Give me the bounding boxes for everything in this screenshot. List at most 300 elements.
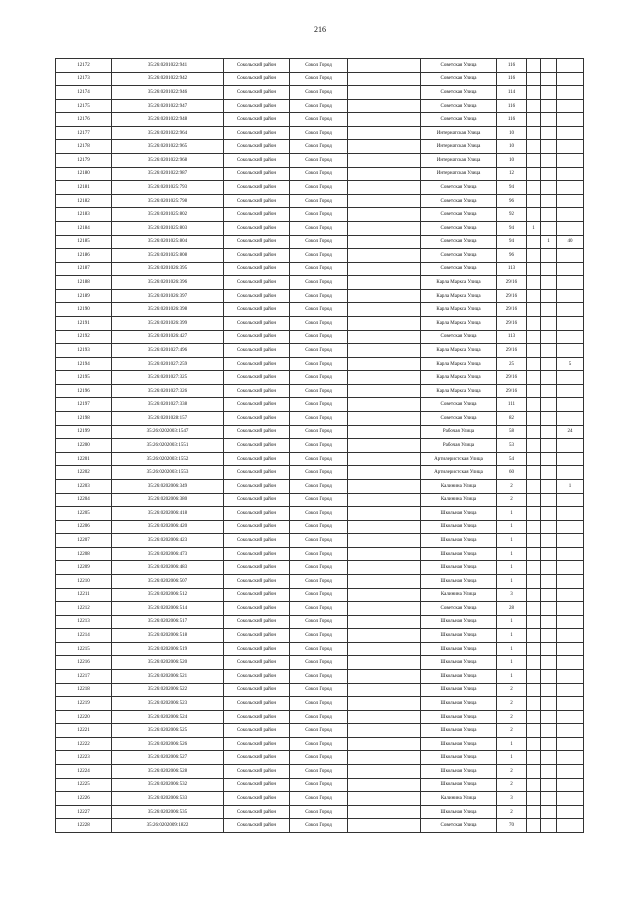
structure-cell bbox=[541, 805, 557, 819]
house-number-cell: 1 bbox=[497, 670, 527, 684]
house-number-cell: 96 bbox=[497, 194, 527, 208]
structure-cell: 1 bbox=[541, 235, 557, 249]
district-cell: Сокольский район bbox=[224, 710, 290, 724]
city-cell: Сокол Город bbox=[290, 262, 348, 276]
street-cell: Школьная Улица bbox=[421, 561, 497, 575]
cadastral-number-cell: 35:26:0201027:325 bbox=[112, 371, 224, 385]
apartment-cell bbox=[557, 819, 584, 833]
district-cell: Сокольский район bbox=[224, 276, 290, 290]
locality-cell bbox=[348, 466, 421, 480]
row-number-cell: 12197 bbox=[56, 398, 112, 412]
house-number-cell: 70 bbox=[497, 819, 527, 833]
table-row bbox=[56, 765, 584, 779]
house-number-cell: 29/16 bbox=[497, 276, 527, 290]
building-cell bbox=[527, 167, 541, 181]
locality-cell bbox=[348, 398, 421, 412]
city-cell: Сокол Город bbox=[290, 371, 348, 385]
row-number-cell: 12214 bbox=[56, 629, 112, 643]
district-cell: Сокольский район bbox=[224, 384, 290, 398]
cadastral-number-cell: 35:26:0201022:942 bbox=[112, 72, 224, 86]
cadastral-number-cell: 35:26:0201025:798 bbox=[112, 194, 224, 208]
street-cell: Школьная Улица bbox=[421, 520, 497, 534]
house-number-cell: 2 bbox=[497, 765, 527, 779]
building-cell bbox=[527, 737, 541, 751]
city-cell: Сокол Город bbox=[290, 344, 348, 358]
building-cell bbox=[527, 493, 541, 507]
cadastral-number-cell: 35:26:0201022:948 bbox=[112, 113, 224, 127]
building-cell bbox=[527, 765, 541, 779]
table-row bbox=[56, 466, 584, 480]
district-cell: Сокольский район bbox=[224, 316, 290, 330]
house-number-cell: 96 bbox=[497, 249, 527, 263]
row-number-cell: 12190 bbox=[56, 303, 112, 317]
street-cell: Карла Маркса Улица bbox=[421, 276, 497, 290]
cadastral-number-cell: 35:26:0202006:525 bbox=[112, 724, 224, 738]
city-cell: Сокол Город bbox=[290, 167, 348, 181]
table-row bbox=[56, 221, 584, 235]
building-cell bbox=[527, 452, 541, 466]
apartment-cell bbox=[557, 221, 584, 235]
house-number-cell: 2 bbox=[497, 493, 527, 507]
cadastral-number-cell: 35:26:0201027:338 bbox=[112, 398, 224, 412]
apartment-cell bbox=[557, 588, 584, 602]
row-number-cell: 12221 bbox=[56, 724, 112, 738]
city-cell: Сокол Город bbox=[290, 303, 348, 317]
cadastral-number-cell: 35:26:0201027:496 bbox=[112, 344, 224, 358]
district-cell: Сокольский район bbox=[224, 59, 290, 73]
cadastral-number-cell: 35:26:0202006:522 bbox=[112, 683, 224, 697]
house-number-cell: 116 bbox=[497, 99, 527, 113]
apartment-cell bbox=[557, 167, 584, 181]
apartment-cell bbox=[557, 86, 584, 100]
building-cell bbox=[527, 276, 541, 290]
house-number-cell: 1 bbox=[497, 534, 527, 548]
district-cell: Сокольский район bbox=[224, 588, 290, 602]
building-cell bbox=[527, 751, 541, 765]
district-cell: Сокольский район bbox=[224, 520, 290, 534]
house-number-cell: 92 bbox=[497, 208, 527, 222]
street-cell: Интернатская Улица bbox=[421, 140, 497, 154]
row-number-cell: 12202 bbox=[56, 466, 112, 480]
district-cell: Сокольский район bbox=[224, 86, 290, 100]
row-number-cell: 12208 bbox=[56, 547, 112, 561]
apartment-cell bbox=[557, 561, 584, 575]
apartment-cell bbox=[557, 316, 584, 330]
house-number-cell: 29/16 bbox=[497, 371, 527, 385]
apartment-cell: 5 bbox=[557, 357, 584, 371]
apartment-cell bbox=[557, 724, 584, 738]
row-number-cell: 12224 bbox=[56, 765, 112, 779]
locality-cell bbox=[348, 574, 421, 588]
row-number-cell: 12223 bbox=[56, 751, 112, 765]
locality-cell bbox=[348, 357, 421, 371]
house-number-cell: 2 bbox=[497, 710, 527, 724]
table-row bbox=[56, 113, 584, 127]
street-cell: Школьная Улица bbox=[421, 574, 497, 588]
apartment-cell bbox=[557, 262, 584, 276]
locality-cell bbox=[348, 697, 421, 711]
cadastral-number-cell: 35:26:0202006:380 bbox=[112, 493, 224, 507]
house-number-cell: 10 bbox=[497, 126, 527, 140]
structure-cell bbox=[541, 316, 557, 330]
street-cell: Карла Маркса Улица bbox=[421, 357, 497, 371]
district-cell: Сокольский район bbox=[224, 249, 290, 263]
district-cell: Сокольский район bbox=[224, 235, 290, 249]
table-row bbox=[56, 181, 584, 195]
table-row bbox=[56, 683, 584, 697]
locality-cell bbox=[348, 72, 421, 86]
apartment-cell bbox=[557, 113, 584, 127]
district-cell: Сокольский район bbox=[224, 642, 290, 656]
table-row bbox=[56, 819, 584, 833]
district-cell: Сокольский район bbox=[224, 330, 290, 344]
apartment-cell bbox=[557, 656, 584, 670]
building-cell bbox=[527, 683, 541, 697]
cadastral-number-cell: 35:26:0202006:528 bbox=[112, 765, 224, 779]
street-cell: Школьная Улица bbox=[421, 710, 497, 724]
structure-cell bbox=[541, 425, 557, 439]
city-cell: Сокол Город bbox=[290, 737, 348, 751]
street-cell: Карла Маркса Улица bbox=[421, 289, 497, 303]
structure-cell bbox=[541, 724, 557, 738]
table-row bbox=[56, 412, 584, 426]
district-cell: Сокольский район bbox=[224, 167, 290, 181]
district-cell: Сокольский район bbox=[224, 344, 290, 358]
house-number-cell: 29/16 bbox=[497, 289, 527, 303]
district-cell: Сокольский район bbox=[224, 357, 290, 371]
building-cell bbox=[527, 289, 541, 303]
locality-cell bbox=[348, 425, 421, 439]
locality-cell bbox=[348, 59, 421, 73]
row-number-cell: 12184 bbox=[56, 221, 112, 235]
house-number-cell: 25 bbox=[497, 357, 527, 371]
district-cell: Сокольский район bbox=[224, 425, 290, 439]
street-cell: Школьная Улица bbox=[421, 547, 497, 561]
cadastral-number-cell: 35:26:0201025:804 bbox=[112, 235, 224, 249]
building-cell bbox=[527, 642, 541, 656]
locality-cell bbox=[348, 547, 421, 561]
city-cell: Сокол Город bbox=[290, 72, 348, 86]
property-register-table bbox=[55, 58, 584, 833]
street-cell: Школьная Улица bbox=[421, 805, 497, 819]
table-row bbox=[56, 86, 584, 100]
row-number-cell: 12179 bbox=[56, 154, 112, 168]
cadastral-number-cell: 35:26:0201026:427 bbox=[112, 330, 224, 344]
row-number-cell: 12176 bbox=[56, 113, 112, 127]
cadastral-number-cell: 35:26:0202003:1553 bbox=[112, 466, 224, 480]
building-cell: 1 bbox=[527, 221, 541, 235]
table-row bbox=[56, 303, 584, 317]
building-cell bbox=[527, 615, 541, 629]
district-cell: Сокольский район bbox=[224, 371, 290, 385]
cadastral-number-cell: 35:26:0202006:520 bbox=[112, 656, 224, 670]
district-cell: Сокольский район bbox=[224, 303, 290, 317]
row-number-cell: 12216 bbox=[56, 656, 112, 670]
building-cell bbox=[527, 561, 541, 575]
structure-cell bbox=[541, 479, 557, 493]
row-number-cell: 12193 bbox=[56, 344, 112, 358]
building-cell bbox=[527, 412, 541, 426]
house-number-cell: 10 bbox=[497, 154, 527, 168]
apartment-cell bbox=[557, 439, 584, 453]
locality-cell bbox=[348, 126, 421, 140]
apartment-cell bbox=[557, 642, 584, 656]
row-number-cell: 12187 bbox=[56, 262, 112, 276]
building-cell bbox=[527, 86, 541, 100]
table-row bbox=[56, 615, 584, 629]
cadastral-number-cell: 35:26:0201028:157 bbox=[112, 412, 224, 426]
city-cell: Сокол Город bbox=[290, 778, 348, 792]
apartment-cell bbox=[557, 126, 584, 140]
structure-cell bbox=[541, 126, 557, 140]
table-row bbox=[56, 751, 584, 765]
house-number-cell: 116 bbox=[497, 113, 527, 127]
house-number-cell: 1 bbox=[497, 547, 527, 561]
cadastral-number-cell: 35:26:0202003:1551 bbox=[112, 439, 224, 453]
district-cell: Сокольский район bbox=[224, 602, 290, 616]
house-number-cell: 54 bbox=[497, 452, 527, 466]
cadastral-number-cell: 35:26:0201022:947 bbox=[112, 99, 224, 113]
building-cell bbox=[527, 466, 541, 480]
house-number-cell: 2 bbox=[497, 479, 527, 493]
district-cell: Сокольский район bbox=[224, 99, 290, 113]
city-cell: Сокол Город bbox=[290, 574, 348, 588]
street-cell: Карла Маркса Улица bbox=[421, 371, 497, 385]
building-cell bbox=[527, 371, 541, 385]
table-row bbox=[56, 670, 584, 684]
cadastral-number-cell: 35:26:0202006:517 bbox=[112, 615, 224, 629]
structure-cell bbox=[541, 683, 557, 697]
locality-cell bbox=[348, 683, 421, 697]
apartment-cell bbox=[557, 99, 584, 113]
row-number-cell: 12212 bbox=[56, 602, 112, 616]
cadastral-number-cell: 35:26:0201025:808 bbox=[112, 249, 224, 263]
row-number-cell: 12204 bbox=[56, 493, 112, 507]
district-cell: Сокольский район bbox=[224, 126, 290, 140]
row-number-cell: 12209 bbox=[56, 561, 112, 575]
apartment-cell bbox=[557, 792, 584, 806]
district-cell: Сокольский район bbox=[224, 561, 290, 575]
city-cell: Сокол Город bbox=[290, 59, 348, 73]
row-number-cell: 12227 bbox=[56, 805, 112, 819]
building-cell bbox=[527, 819, 541, 833]
district-cell: Сокольский район bbox=[224, 737, 290, 751]
cadastral-number-cell: 35:26:0201026:395 bbox=[112, 262, 224, 276]
house-number-cell: 116 bbox=[497, 59, 527, 73]
apartment-cell bbox=[557, 805, 584, 819]
city-cell: Сокол Город bbox=[290, 547, 348, 561]
building-cell bbox=[527, 534, 541, 548]
apartment-cell bbox=[557, 208, 584, 222]
street-cell: Советская Улица bbox=[421, 412, 497, 426]
cadastral-number-cell: 35:26:0202006:420 bbox=[112, 520, 224, 534]
structure-cell bbox=[541, 384, 557, 398]
row-number-cell: 12183 bbox=[56, 208, 112, 222]
city-cell: Сокол Город bbox=[290, 534, 348, 548]
house-number-cell: 2 bbox=[497, 683, 527, 697]
building-cell bbox=[527, 778, 541, 792]
cadastral-number-cell: 35:26:0201022:946 bbox=[112, 86, 224, 100]
street-cell: Интернатская Улица bbox=[421, 154, 497, 168]
house-number-cell: 111 bbox=[497, 398, 527, 412]
cadastral-number-cell: 35:26:0202006:473 bbox=[112, 547, 224, 561]
page-number: 216 bbox=[314, 25, 326, 34]
street-cell: Школьная Улица bbox=[421, 656, 497, 670]
apartment-cell bbox=[557, 371, 584, 385]
table-row bbox=[56, 629, 584, 643]
apartment-cell bbox=[557, 778, 584, 792]
city-cell: Сокол Город bbox=[290, 276, 348, 290]
cadastral-number-cell: 35:26:0202006:518 bbox=[112, 629, 224, 643]
building-cell bbox=[527, 384, 541, 398]
table-row bbox=[56, 547, 584, 561]
table-row bbox=[56, 167, 584, 181]
city-cell: Сокол Город bbox=[290, 683, 348, 697]
city-cell: Сокол Город bbox=[290, 249, 348, 263]
building-cell bbox=[527, 724, 541, 738]
city-cell: Сокол Город bbox=[290, 384, 348, 398]
cadastral-number-cell: 35:26:0202009:1822 bbox=[112, 819, 224, 833]
table-row bbox=[56, 574, 584, 588]
cadastral-number-cell: 35:26:0201022:987 bbox=[112, 167, 224, 181]
district-cell: Сокольский район bbox=[224, 751, 290, 765]
district-cell: Сокольский район bbox=[224, 792, 290, 806]
structure-cell bbox=[541, 765, 557, 779]
row-number-cell: 12196 bbox=[56, 384, 112, 398]
city-cell: Сокол Город bbox=[290, 357, 348, 371]
cadastral-number-cell: 35:26:0201022:941 bbox=[112, 59, 224, 73]
district-cell: Сокольский район bbox=[224, 547, 290, 561]
row-number-cell: 12175 bbox=[56, 99, 112, 113]
district-cell: Сокольский район bbox=[224, 697, 290, 711]
locality-cell bbox=[348, 615, 421, 629]
apartment-cell: 1 bbox=[557, 479, 584, 493]
locality-cell bbox=[348, 330, 421, 344]
table-row bbox=[56, 398, 584, 412]
building-cell bbox=[527, 805, 541, 819]
street-cell: Советская Улица bbox=[421, 59, 497, 73]
building-cell bbox=[527, 235, 541, 249]
house-number-cell: 1 bbox=[497, 737, 527, 751]
district-cell: Сокольский район bbox=[224, 262, 290, 276]
cadastral-number-cell: 35:26:0201022:968 bbox=[112, 154, 224, 168]
city-cell: Сокол Город bbox=[290, 208, 348, 222]
cadastral-number-cell: 35:26:0202003:1547 bbox=[112, 425, 224, 439]
cadastral-number-cell: 35:26:0202006:532 bbox=[112, 778, 224, 792]
apartment-cell: 24 bbox=[557, 425, 584, 439]
table-row bbox=[56, 425, 584, 439]
city-cell: Сокол Город bbox=[290, 154, 348, 168]
building-cell bbox=[527, 194, 541, 208]
city-cell: Сокол Город bbox=[290, 235, 348, 249]
row-number-cell: 12181 bbox=[56, 181, 112, 195]
street-cell: Советская Улица bbox=[421, 330, 497, 344]
apartment-cell bbox=[557, 615, 584, 629]
row-number-cell: 12185 bbox=[56, 235, 112, 249]
row-number-cell: 12198 bbox=[56, 412, 112, 426]
cadastral-number-cell: 35:26:0202006:523 bbox=[112, 697, 224, 711]
building-cell bbox=[527, 357, 541, 371]
district-cell: Сокольский район bbox=[224, 466, 290, 480]
city-cell: Сокол Город bbox=[290, 412, 348, 426]
table-row bbox=[56, 737, 584, 751]
city-cell: Сокол Город bbox=[290, 140, 348, 154]
row-number-cell: 12177 bbox=[56, 126, 112, 140]
row-number-cell: 12180 bbox=[56, 167, 112, 181]
apartment-cell bbox=[557, 629, 584, 643]
apartment-cell bbox=[557, 289, 584, 303]
building-cell bbox=[527, 520, 541, 534]
table-row bbox=[56, 126, 584, 140]
district-cell: Сокольский район bbox=[224, 724, 290, 738]
apartment-cell bbox=[557, 72, 584, 86]
street-cell: Карла Маркса Улица bbox=[421, 344, 497, 358]
row-number-cell: 12194 bbox=[56, 357, 112, 371]
structure-cell bbox=[541, 398, 557, 412]
table-row bbox=[56, 479, 584, 493]
cadastral-number-cell: 35:26:0202006:533 bbox=[112, 792, 224, 806]
district-cell: Сокольский район bbox=[224, 439, 290, 453]
apartment-cell bbox=[557, 249, 584, 263]
apartment-cell bbox=[557, 574, 584, 588]
row-number-cell: 12218 bbox=[56, 683, 112, 697]
table-row bbox=[56, 140, 584, 154]
row-number-cell: 12189 bbox=[56, 289, 112, 303]
building-cell bbox=[527, 479, 541, 493]
house-number-cell: 12 bbox=[497, 167, 527, 181]
street-cell: Школьная Улица bbox=[421, 778, 497, 792]
house-number-cell: 3 bbox=[497, 792, 527, 806]
structure-cell bbox=[541, 574, 557, 588]
house-number-cell: 114 bbox=[497, 86, 527, 100]
structure-cell bbox=[541, 493, 557, 507]
table-row bbox=[56, 602, 584, 616]
cadastral-number-cell: 35:26:0201026:399 bbox=[112, 316, 224, 330]
building-cell bbox=[527, 126, 541, 140]
structure-cell bbox=[541, 330, 557, 344]
locality-cell bbox=[348, 140, 421, 154]
house-number-cell: 1 bbox=[497, 615, 527, 629]
row-number-cell: 12203 bbox=[56, 479, 112, 493]
apartment-cell bbox=[557, 670, 584, 684]
street-cell: Школьная Улица bbox=[421, 629, 497, 643]
locality-cell bbox=[348, 656, 421, 670]
table-row bbox=[56, 289, 584, 303]
row-number-cell: 12207 bbox=[56, 534, 112, 548]
locality-cell bbox=[348, 561, 421, 575]
apartment-cell bbox=[557, 344, 584, 358]
row-number-cell: 12213 bbox=[56, 615, 112, 629]
district-cell: Сокольский район bbox=[224, 154, 290, 168]
structure-cell bbox=[541, 439, 557, 453]
locality-cell bbox=[348, 113, 421, 127]
street-cell: Советская Улица bbox=[421, 99, 497, 113]
street-cell: Школьная Улица bbox=[421, 642, 497, 656]
district-cell: Сокольский район bbox=[224, 412, 290, 426]
row-number-cell: 12191 bbox=[56, 316, 112, 330]
city-cell: Сокол Город bbox=[290, 520, 348, 534]
district-cell: Сокольский район bbox=[224, 656, 290, 670]
city-cell: Сокол Город bbox=[290, 113, 348, 127]
table-row bbox=[56, 235, 584, 249]
table-row bbox=[56, 154, 584, 168]
locality-cell bbox=[348, 737, 421, 751]
table-row bbox=[56, 72, 584, 86]
city-cell: Сокол Город bbox=[290, 86, 348, 100]
structure-cell bbox=[541, 99, 557, 113]
street-cell: Школьная Улица bbox=[421, 534, 497, 548]
apartment-cell bbox=[557, 520, 584, 534]
